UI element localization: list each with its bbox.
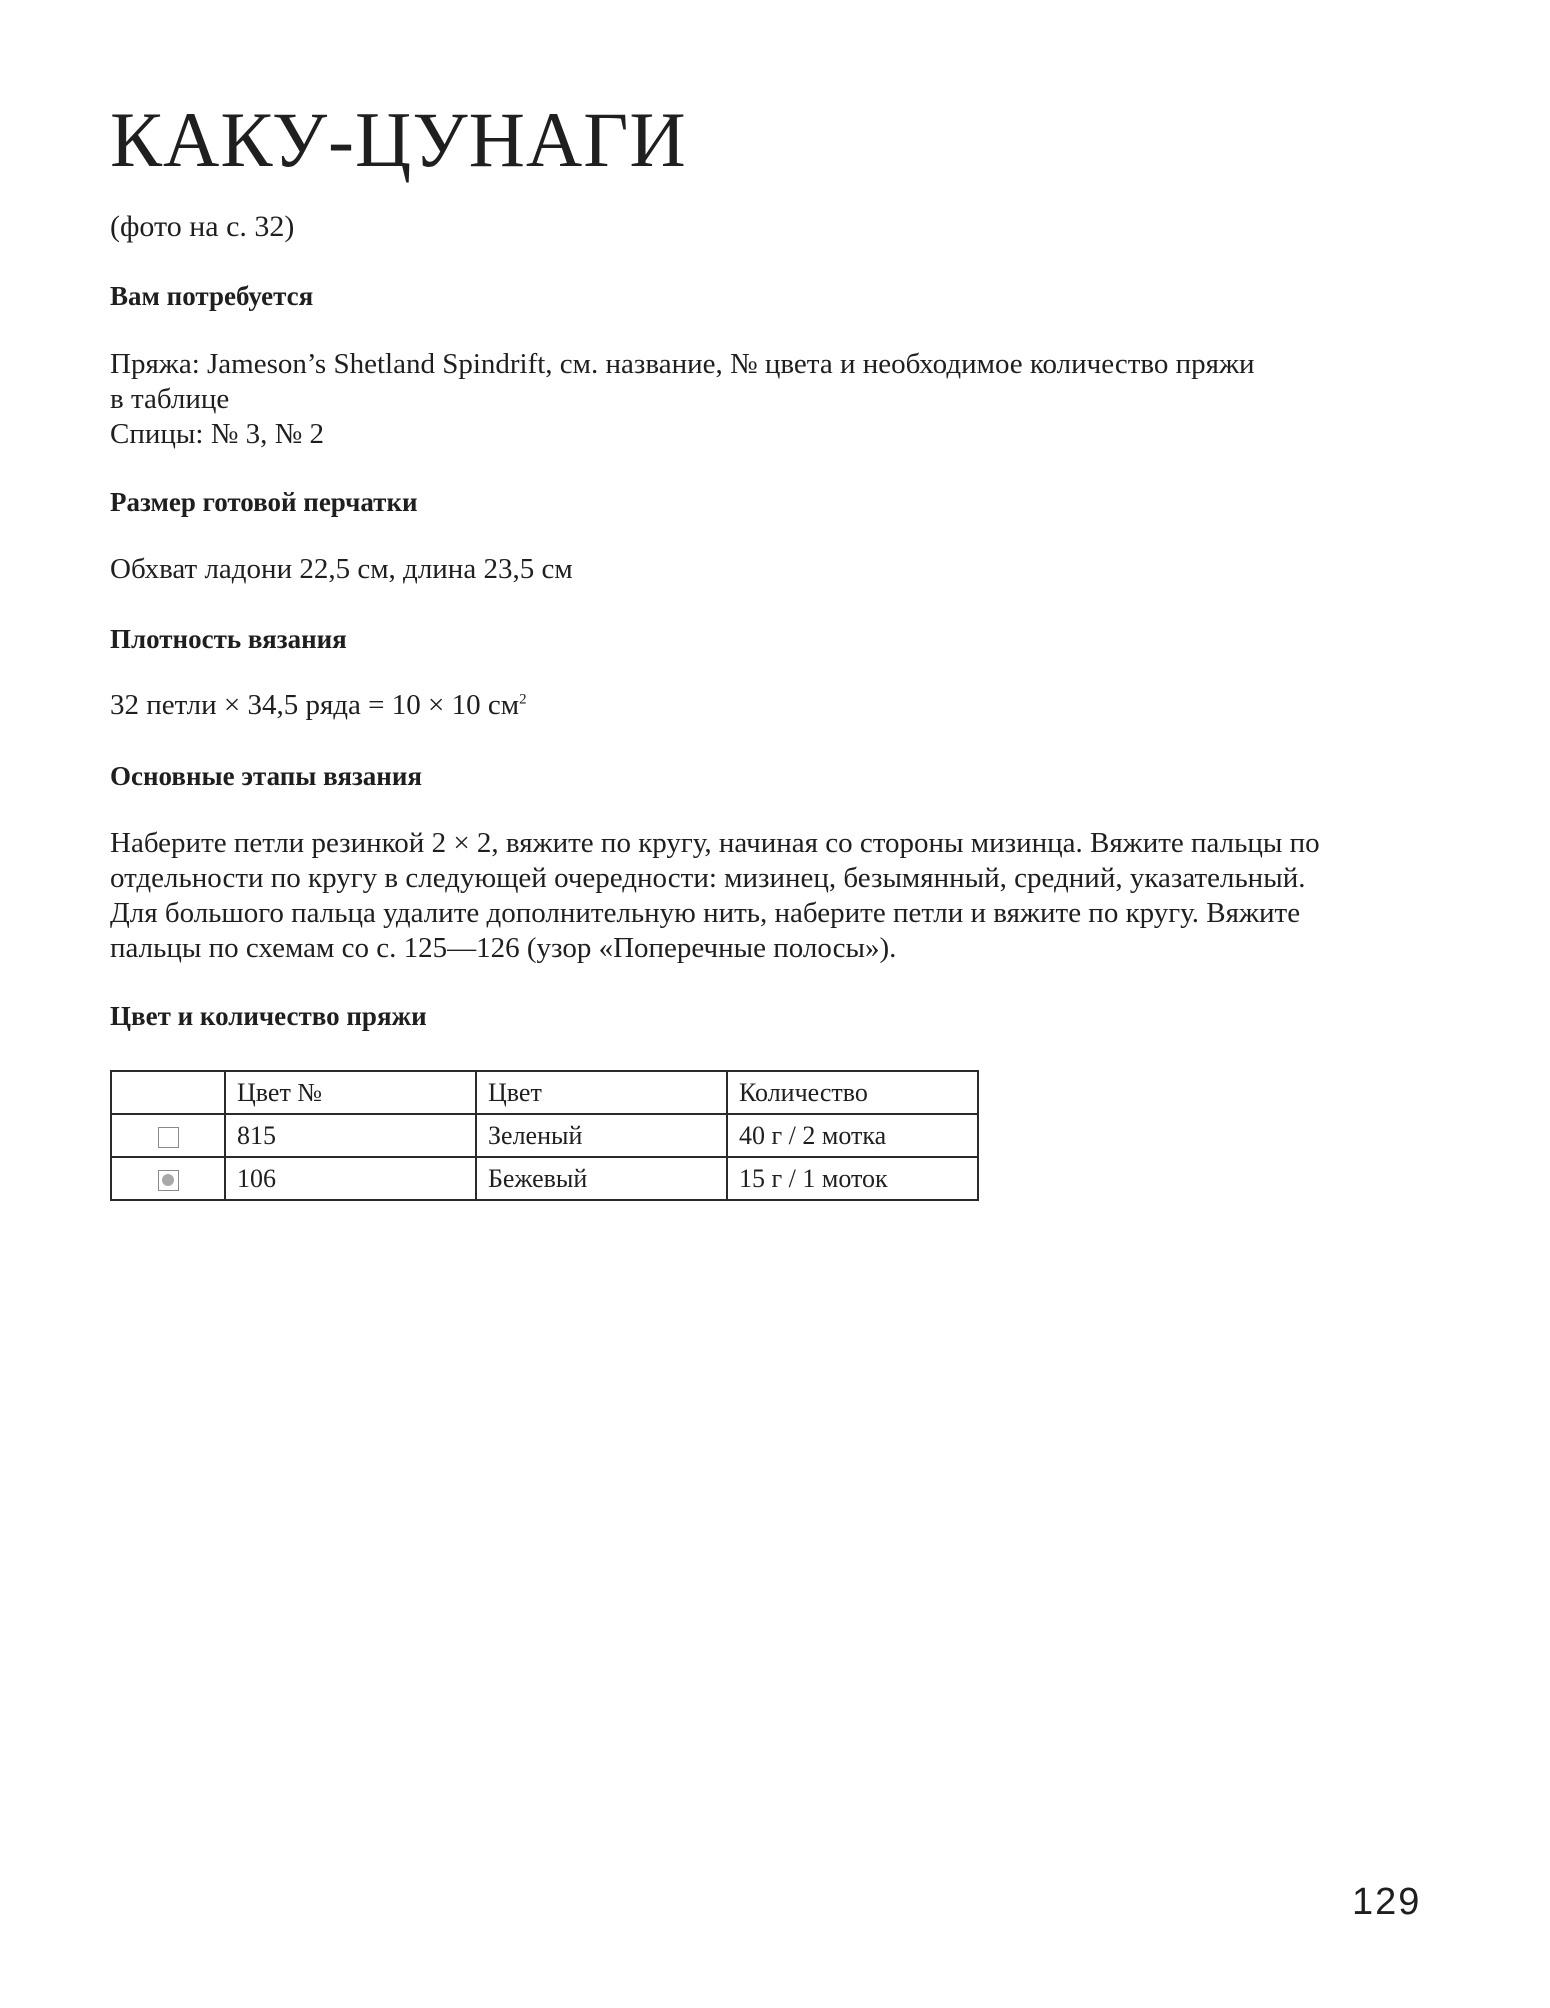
steps-line: отдельности по кругу в следующей очередности: мизинец, безымянный, средний, указательный. xyxy=(110,862,1306,894)
size-text: Обхват ладони 22,5 см, длина 23,5 см xyxy=(110,553,573,585)
steps-line: пальцы по схемам со с. 125—126 (узор «Поперечные полосы»). xyxy=(110,932,897,964)
swatch-cell xyxy=(111,1157,225,1200)
amount-cell: 15 г / 1 моток xyxy=(727,1157,978,1200)
empty-square-icon xyxy=(158,1127,179,1148)
materials-line-yarn: Пряжа: Jameson’s Shetland Spindrift, см. название, № цвета и необходимое количество пряжи xyxy=(110,348,1255,380)
materials-line-table-ref: в таблице xyxy=(110,383,230,415)
materials-line-needles: Спицы: № 3, № 2 xyxy=(110,418,325,450)
header-amount: Количество xyxy=(727,1071,978,1114)
amount-cell: 40 г / 2 мотка xyxy=(727,1114,978,1157)
table-row xyxy=(111,1157,978,1200)
yarn-table xyxy=(110,1070,979,1201)
page-title: КАКУ-ЦУНАГИ xyxy=(110,96,687,183)
color-name-cell: Бежевый xyxy=(476,1157,727,1200)
header-color-number: Цвет № xyxy=(225,1071,476,1114)
gauge-text xyxy=(110,688,527,723)
color-name-cell: Зеленый xyxy=(476,1114,727,1157)
page-number: 129 xyxy=(1352,1881,1422,1923)
photo-reference: (фото на с. 32) xyxy=(110,210,295,243)
heading-materials: Вам потребуется xyxy=(110,281,314,311)
heading-size: Размер готовой перчатки xyxy=(110,487,418,517)
gauge-superscript: 2 xyxy=(519,691,527,708)
dot-square-icon xyxy=(158,1170,179,1191)
table-row xyxy=(111,1114,978,1157)
heading-steps: Основные этапы вязания xyxy=(110,761,423,791)
swatch-cell xyxy=(111,1114,225,1157)
color-number-cell: 815 xyxy=(225,1114,476,1157)
header-color: Цвет xyxy=(476,1071,727,1114)
steps-line: Для большого пальца удалите дополнительную нить, наберите петли и вяжите по кругу. Вяжите xyxy=(110,897,1301,929)
color-number-cell: 106 xyxy=(225,1157,476,1200)
steps-text xyxy=(110,826,1320,966)
heading-gauge: Плотность вязания xyxy=(110,624,347,654)
table-header-row xyxy=(111,1071,978,1114)
heading-yarn-colors: Цвет и количество пряжи xyxy=(110,1001,427,1031)
gauge-value: 32 петли × 34,5 ряда = 10 × 10 см xyxy=(110,689,520,721)
header-swatch-cell xyxy=(111,1071,225,1114)
materials-text xyxy=(110,347,1255,452)
steps-line: Наберите петли резинкой 2 × 2, вяжите по кругу, начиная со стороны мизинца. Вяжите пальцы по xyxy=(110,827,1320,859)
